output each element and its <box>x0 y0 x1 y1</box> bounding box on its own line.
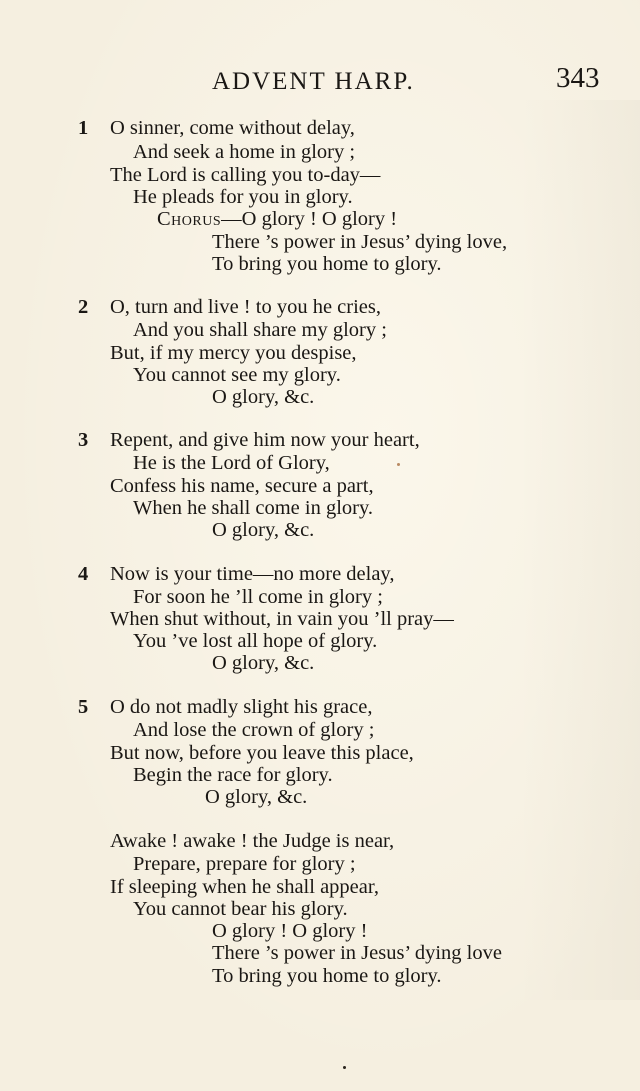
stanza-number: 3 <box>78 429 89 451</box>
stanza-number: 1 <box>78 117 89 139</box>
chorus-line: There ’s power in Jesus’ dying love <box>212 942 502 964</box>
ink-speck <box>343 1066 346 1069</box>
verse-line: And lose the crown of glory ; <box>133 719 375 741</box>
verse-line: When shut without, in vain you ’ll pray— <box>110 608 454 630</box>
verse-line: You ’ve lost all hope of glory. <box>133 630 378 652</box>
verse-line: If sleeping when he shall appear, <box>110 876 379 898</box>
verse-line: Prepare, prepare for glory ; <box>133 853 356 875</box>
verse-line: And seek a home in glory ; <box>133 141 356 163</box>
verse-line: The Lord is calling you to-day— <box>110 164 381 186</box>
refrain-line: O glory, &c. <box>205 786 308 808</box>
verse-line: When he shall come in glory. <box>133 497 374 519</box>
verse-line: You cannot see my glory. <box>133 364 341 386</box>
verse-line: O do not madly slight his grace, <box>110 696 373 718</box>
stanza-number: 2 <box>78 296 89 318</box>
verse-line: Confess his name, secure a part, <box>110 475 374 497</box>
verse-line: Repent, and give him now your heart, <box>110 429 420 451</box>
chorus-line: O glory ! O glory ! <box>212 920 368 942</box>
page-number: 343 <box>556 62 600 94</box>
chorus-line: There ’s power in Jesus’ dying love, <box>212 231 508 253</box>
show-through-shadow <box>520 100 640 1000</box>
refrain-line: O glory, &c. <box>212 519 315 541</box>
chorus-label: Chorus <box>157 208 222 230</box>
stanza-number: 4 <box>78 563 89 585</box>
chorus-line: To bring you home to glory. <box>212 965 442 987</box>
verse-line: For soon he ’ll come in glory ; <box>133 586 383 608</box>
verse-line: Begin the race for glory. <box>133 764 333 786</box>
refrain-line: O glory, &c. <box>212 652 315 674</box>
verse-line: And you shall share my glory ; <box>133 319 387 341</box>
verse-line: He is the Lord of Glory, <box>133 452 330 474</box>
refrain-line: O glory, &c. <box>212 386 315 408</box>
verse-line: He pleads for you in glory. <box>133 186 353 208</box>
chorus-line: To bring you home to glory. <box>212 253 442 275</box>
verse-line: Now is your time—no more delay, <box>110 563 395 585</box>
running-header-title: ADVENT HARP. <box>212 68 415 95</box>
verse-line: O, turn and live ! to you he cries, <box>110 296 381 318</box>
verse-line: But, if my mercy you despise, <box>110 342 357 364</box>
verse-line: Awake ! awake ! the Judge is near, <box>110 830 395 852</box>
chorus-text: —O glory ! O glory ! <box>221 208 398 230</box>
stanza-number: 5 <box>78 696 89 718</box>
verse-line: But now, before you leave this place, <box>110 742 414 764</box>
verse-line: O sinner, come without delay, <box>110 117 355 139</box>
chorus-line <box>157 207 397 231</box>
ink-speck <box>397 463 400 466</box>
verse-line: You cannot bear his glory. <box>133 898 348 920</box>
